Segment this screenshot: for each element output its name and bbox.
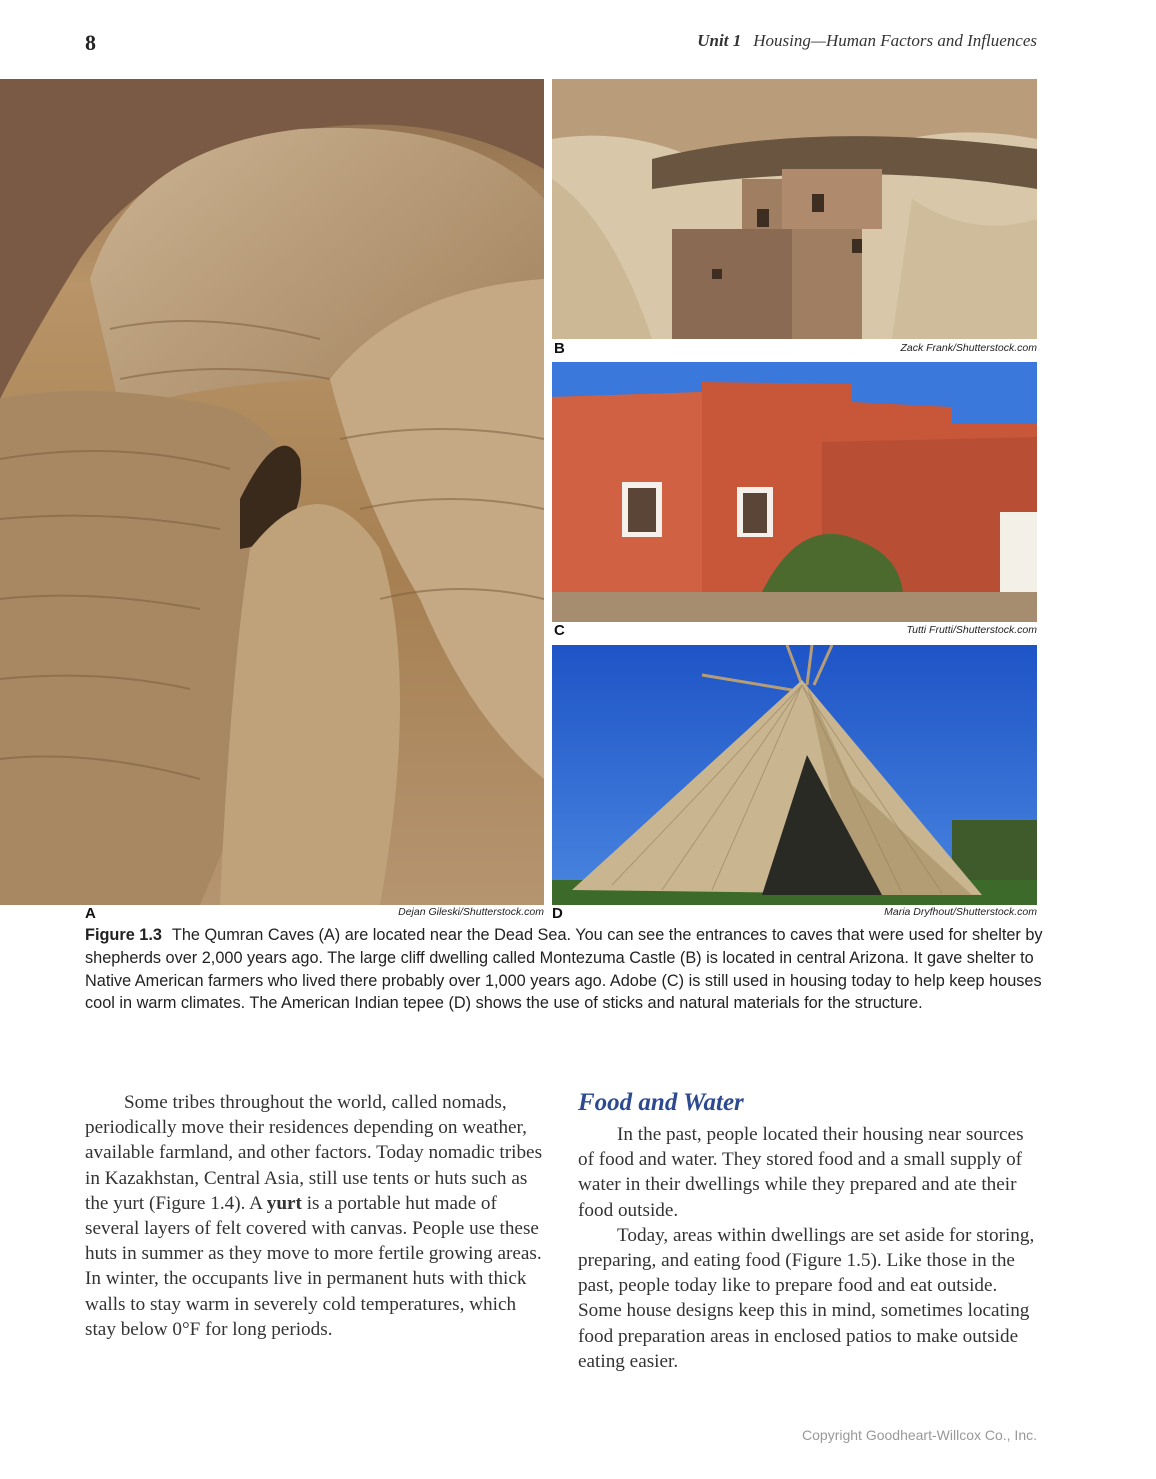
paragraph-nomads bbox=[85, 1090, 545, 1342]
term-yurt: yurt bbox=[266, 1192, 302, 1214]
unit-label: Unit 1 bbox=[697, 31, 742, 50]
figure-label: Figure 1.3 bbox=[85, 926, 162, 944]
section-heading: Food and Water bbox=[578, 1089, 744, 1116]
page-number: 8 bbox=[85, 30, 96, 55]
photo-montezuma-castle bbox=[552, 79, 1037, 339]
panel-letter-b: B bbox=[554, 340, 565, 357]
unit-title: Housing—Human Factors and Influences bbox=[753, 31, 1037, 50]
photo-tepee bbox=[552, 645, 1037, 905]
panel-letter-a: A bbox=[85, 905, 96, 922]
text-run: is a portable hut made of several layers of felt covered with canvas. People use these huts in summer as they move to more fertile growing areas. In winter, the occupants live in permanent huts with thick walls to stay warm in severely cold temperatures, which stay below 0°F for long periods. bbox=[85, 1192, 542, 1340]
panel-letter-d: D bbox=[552, 905, 563, 922]
photo-credit-a: Dejan Gileski/Shutterstock.com bbox=[398, 906, 544, 918]
photo-adobe-house bbox=[552, 362, 1037, 622]
figure-caption bbox=[85, 924, 1045, 1015]
text-run: Some tribes throughout the world, called nomads, periodically move their residences depending on weather, available farmland, and other factors. Today nomadic tribes in Kazakhstan, Central Asia, still use tents or huts such as the yurt (Figure 1.4). A bbox=[85, 1092, 543, 1214]
paragraph-past: In the past, people located their housing near sources of food and water. They stored food and a small supply of water in their dwellings while they prepared and ate their food outside. bbox=[578, 1124, 1024, 1221]
left-column bbox=[85, 1090, 545, 1342]
caption-text: The Qumran Caves (A) are located near the Dead Sea. You can see the entrances to caves that were used for shelter by shepherds over 2,000 years ago. The large cliff dwelling called Montezuma Castle (B) is located in central Arizona. It gave shelter to Native American farmers who lived there probably over 1,000 years ago. Adobe (C) is still used in housing today to help keep houses cool in warm climates. The American Indian tepee (D) shows the use of sticks and natural materials for the structure. bbox=[85, 926, 1043, 1013]
copyright-footer: Copyright Goodheart-Willcox Co., Inc. bbox=[802, 1427, 1037, 1443]
photo-credit-c: Tutti Frutti/Shutterstock.com bbox=[906, 624, 1037, 636]
photo-credit-d: Maria Dryfhout/Shutterstock.com bbox=[884, 906, 1037, 918]
photo-credit-b: Zack Frank/Shutterstock.com bbox=[900, 342, 1037, 354]
paragraph-today: Today, areas within dwellings are set aside for storing, preparing, and eating food (Figure 1.5). Like those in the past, people today like to prepare food and eat outside. Some house designs keep this in mind, sometimes locating food preparation areas in enclosed patios to make outside eating easier. bbox=[578, 1224, 1035, 1372]
right-column bbox=[578, 1122, 1038, 1374]
panel-letter-c: C bbox=[554, 622, 565, 639]
photo-qumran-caves bbox=[0, 79, 544, 905]
running-header bbox=[697, 31, 1037, 51]
